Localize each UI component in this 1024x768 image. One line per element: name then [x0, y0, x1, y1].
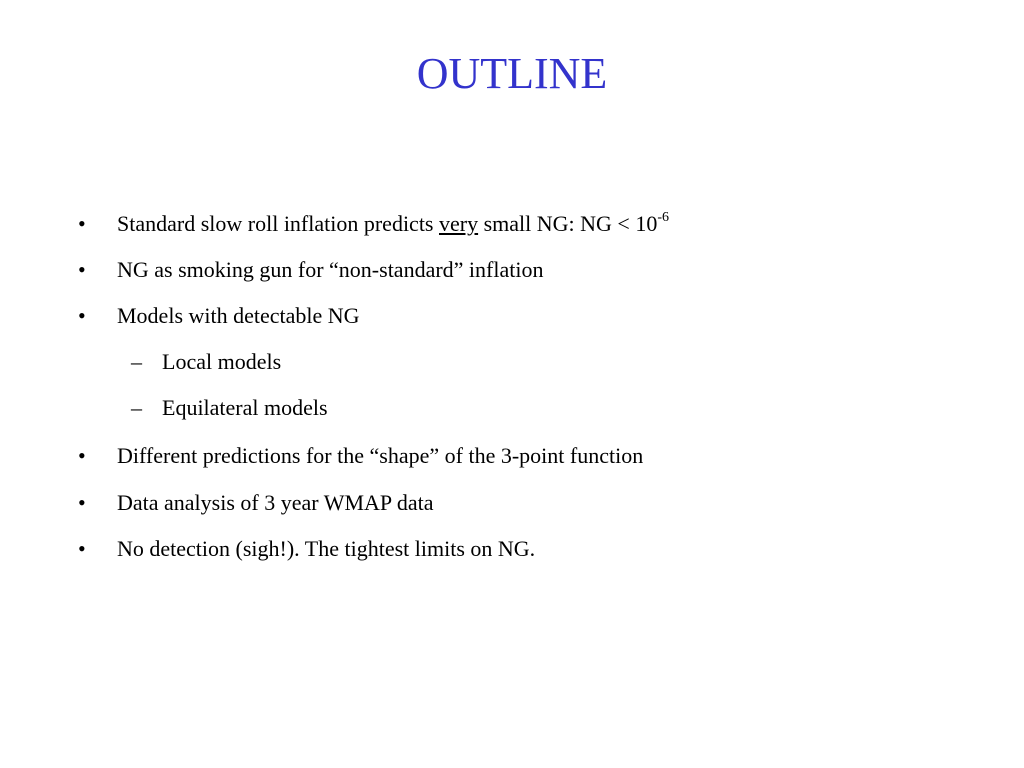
sub-bullet-item — [131, 348, 282, 376]
slide-title: OUTLINE — [416, 49, 608, 98]
bullet-marker: • — [78, 536, 86, 561]
bullet-text: No detection (sigh!). The tightest limits on NG. — [117, 536, 536, 561]
bullet-marker: • — [78, 490, 86, 515]
bullet-text: Models with detectable NG — [117, 303, 360, 328]
bullet-text: NG as smoking gun for “non-standard” inflation — [117, 257, 544, 282]
bullet-item — [78, 256, 544, 284]
bullet-item — [78, 535, 536, 563]
bullet-text-after: small NG: NG < 10 — [478, 211, 658, 236]
bullet-marker: • — [78, 257, 86, 282]
bullet-item — [78, 302, 360, 330]
bullet-text: Data analysis of 3 year WMAP data — [117, 490, 434, 515]
sub-bullet-text: Local models — [162, 349, 282, 374]
sub-bullet-item — [131, 394, 328, 422]
bullet-marker: • — [78, 443, 86, 468]
dash-marker: – — [131, 395, 142, 420]
bullet-marker: • — [78, 211, 86, 236]
bullet-marker: • — [78, 303, 86, 328]
exponent: -6 — [657, 209, 669, 225]
dash-marker: – — [131, 349, 142, 374]
sub-bullet-text: Equilateral models — [162, 395, 328, 420]
underlined-word: very — [439, 211, 479, 236]
bullet-text: Different predictions for the “shape” of the 3-point function — [117, 443, 644, 468]
bullet-text: Standard slow roll inflation predicts — [117, 211, 439, 236]
bullet-item — [78, 442, 644, 470]
bullet-item — [78, 489, 434, 517]
bullet-item — [78, 209, 669, 238]
